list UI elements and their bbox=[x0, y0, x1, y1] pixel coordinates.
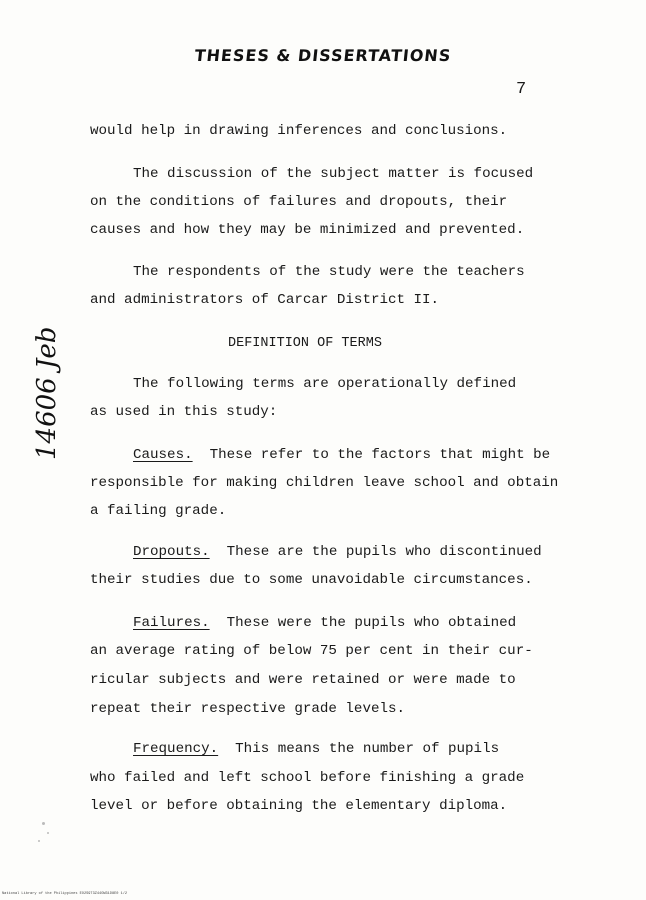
body-line: causes and how they may be minimized and prevented. bbox=[90, 222, 525, 238]
footer-library-mark: National Library of the Philippines EO2S9T3Z44OW31D8E0 1/2 bbox=[2, 892, 128, 896]
body-line: ricular subjects and were retained or were made to bbox=[90, 672, 516, 688]
handwritten-margin-note: 14606 Jeb bbox=[32, 326, 62, 460]
body-line: a failing grade. bbox=[90, 503, 227, 519]
body-line: responsible for making children leave school and obtain bbox=[90, 475, 559, 491]
body-line: and administrators of Carcar District II. bbox=[90, 292, 440, 308]
term-text: These refer to the factors that might be bbox=[209, 447, 551, 463]
scan-speck bbox=[38, 840, 40, 842]
body-line: their studies due to some unavoidable circumstances. bbox=[90, 572, 533, 588]
term-definition-causes bbox=[133, 448, 550, 462]
term-definition-dropouts bbox=[133, 545, 542, 559]
body-line: The respondents of the study were the teachers bbox=[133, 264, 525, 280]
body-line: who failed and left school before finishing a grade bbox=[90, 770, 525, 786]
page-number: 7 bbox=[516, 80, 527, 99]
term-label: Dropouts. bbox=[133, 544, 210, 560]
term-label: Causes. bbox=[133, 447, 193, 463]
term-text: This means the number of pupils bbox=[235, 741, 500, 757]
body-line: The discussion of the subject matter is focused bbox=[133, 166, 534, 182]
scan-speck bbox=[42, 822, 45, 825]
body-line: on the conditions of failures and dropouts, their bbox=[90, 194, 508, 210]
scan-speck bbox=[47, 832, 49, 834]
body-line: repeat their respective grade levels. bbox=[90, 701, 406, 717]
term-label: Frequency. bbox=[133, 741, 219, 757]
body-line: The following terms are operationally defined bbox=[133, 376, 517, 392]
body-line: would help in drawing inferences and conclusions. bbox=[90, 123, 508, 139]
term-text: These are the pupils who discontinued bbox=[226, 544, 542, 560]
section-heading: DEFINITION OF TERMS bbox=[228, 336, 382, 351]
term-label: Failures. bbox=[133, 615, 210, 631]
body-line: as used in this study: bbox=[90, 404, 278, 420]
term-definition-failures bbox=[133, 616, 516, 630]
body-line: an average rating of below 75 per cent in their cur- bbox=[90, 643, 533, 659]
term-text: These were the pupils who obtained bbox=[226, 615, 517, 631]
body-line: level or before obtaining the elementary diploma. bbox=[90, 798, 508, 814]
theses-dissertations-stamp: THESES & DISSERTATIONS bbox=[193, 46, 453, 65]
term-definition-frequency bbox=[133, 742, 499, 756]
